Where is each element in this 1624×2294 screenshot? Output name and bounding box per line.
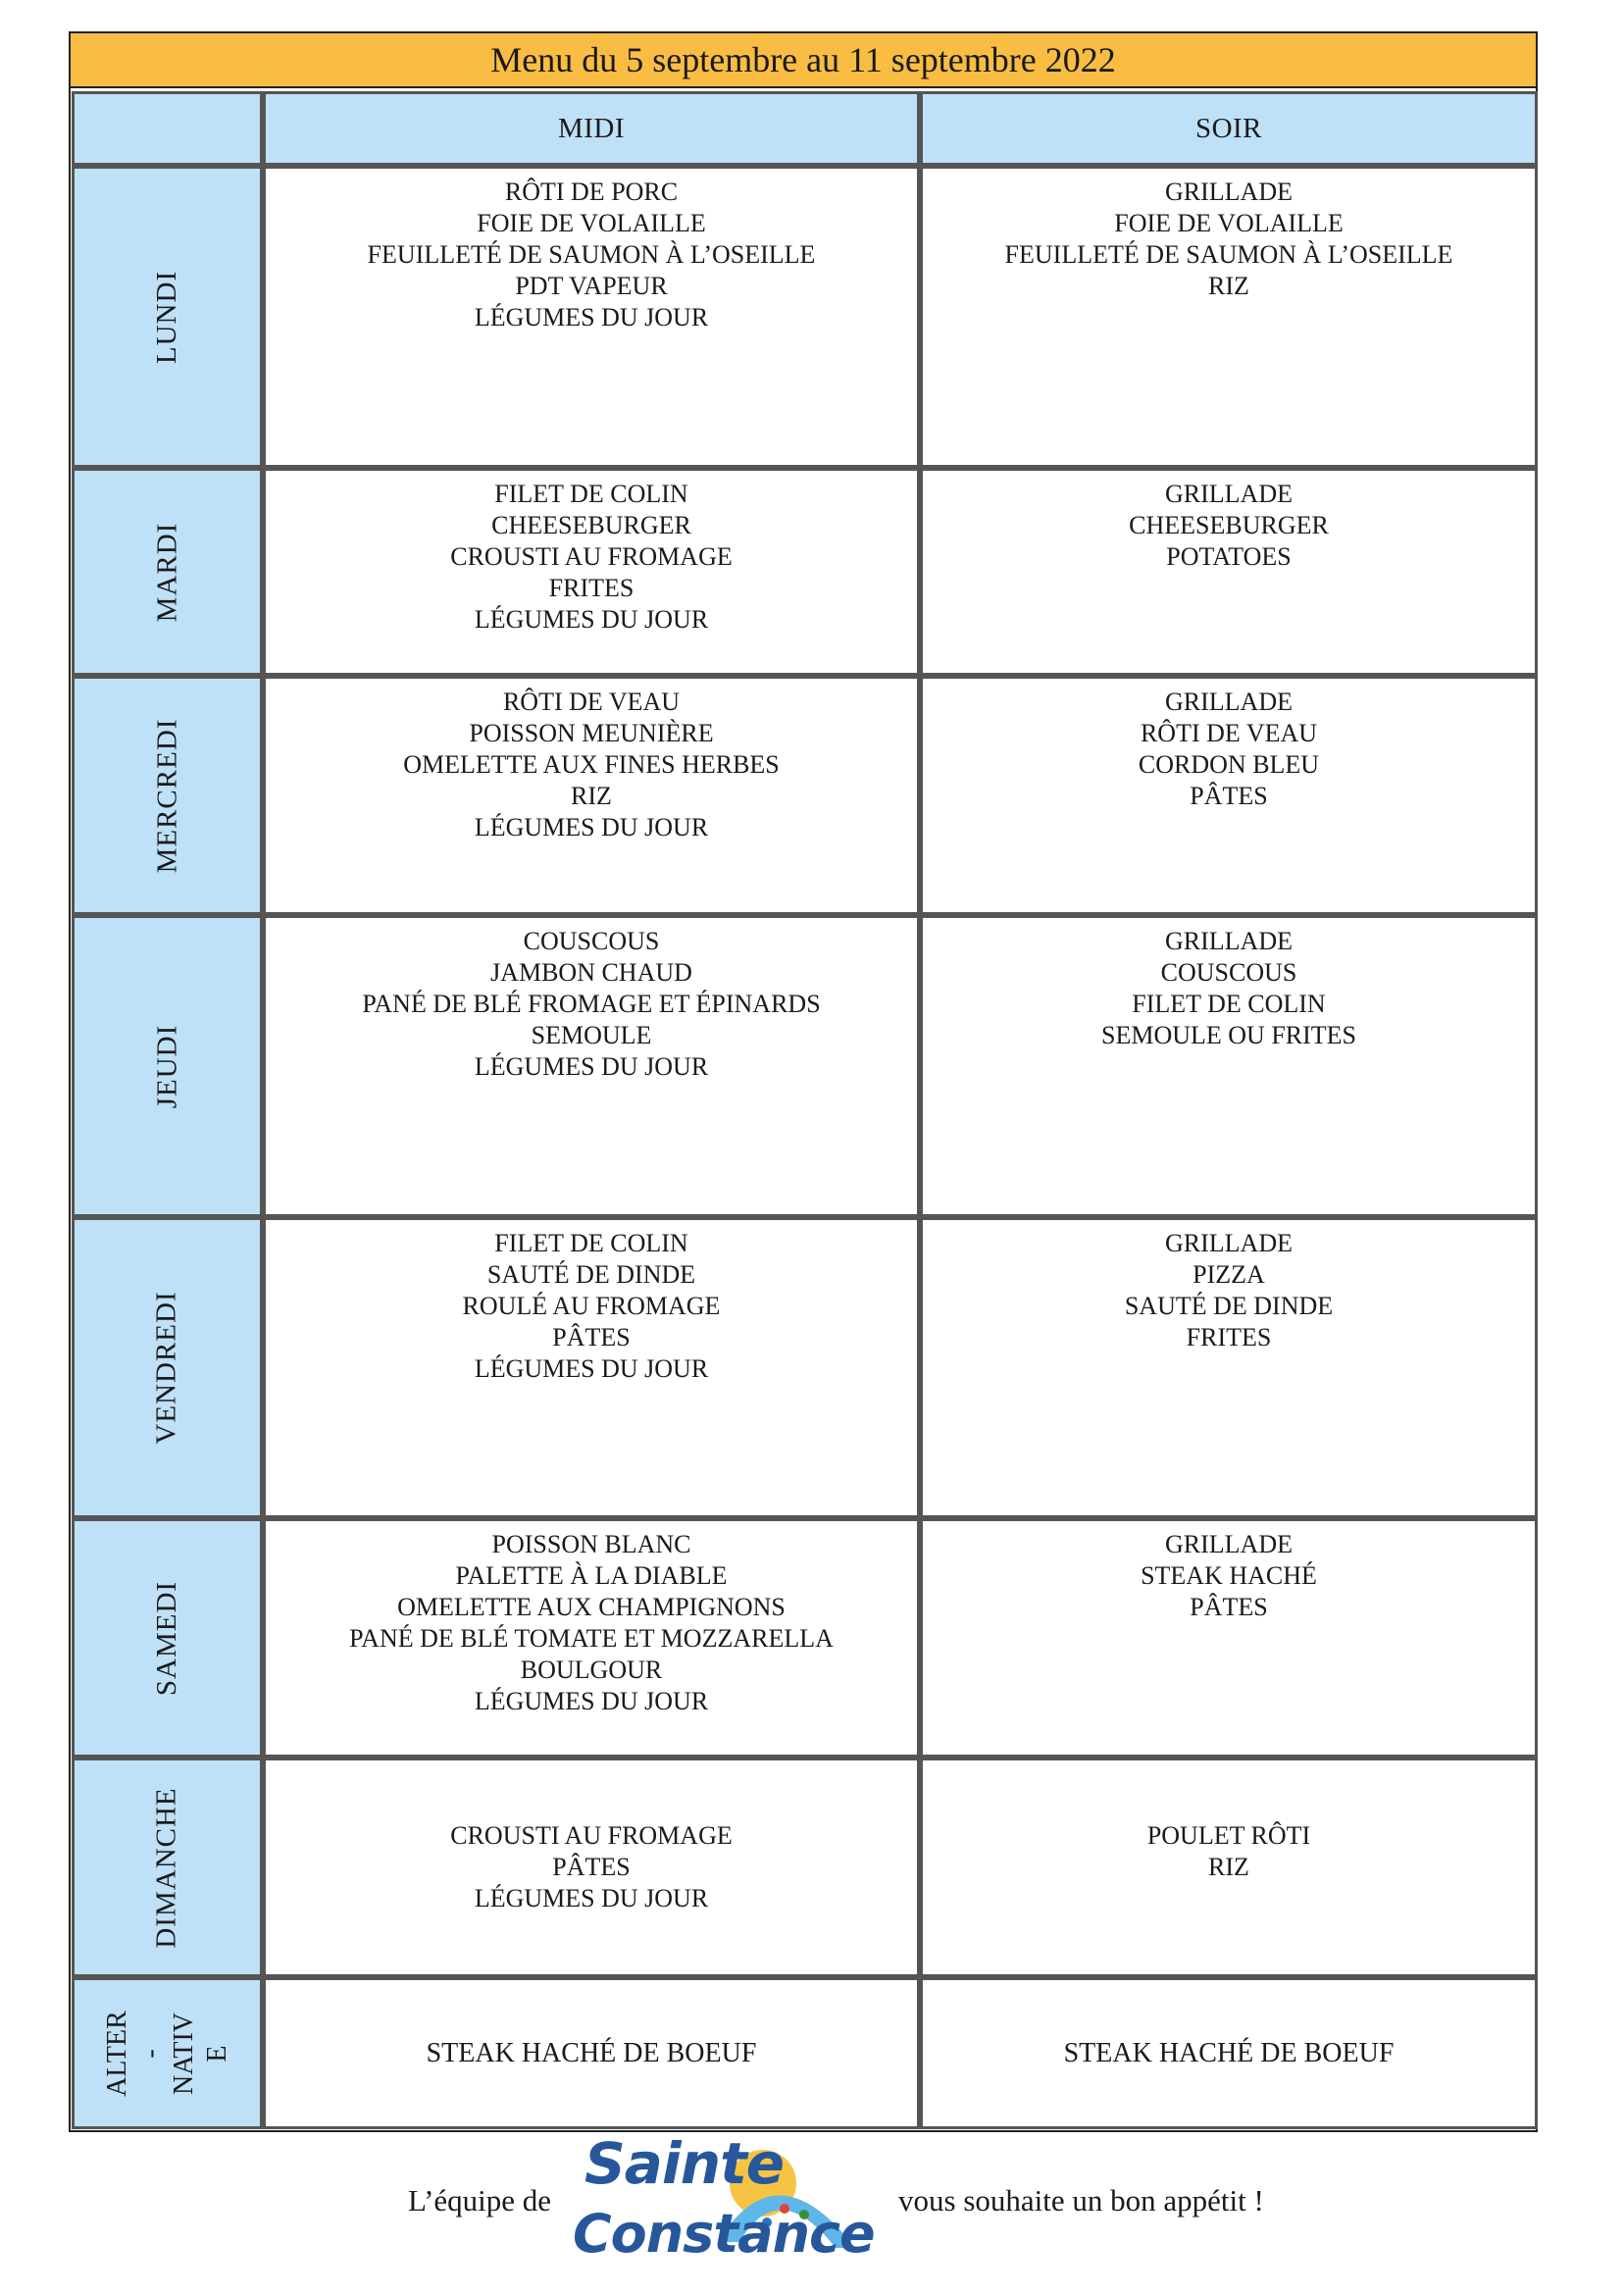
menu-item: PÂTES bbox=[552, 1853, 631, 1881]
midi-cell-lundi bbox=[263, 166, 920, 468]
day-label: JEUDI bbox=[150, 1024, 182, 1108]
menu-item: GRILLADE bbox=[1165, 1530, 1293, 1558]
menu-item: PALETTE À LA DIABLE bbox=[455, 1561, 728, 1590]
menu-item: CHEESEBURGER bbox=[1129, 511, 1329, 539]
menu-item: COUSCOUS bbox=[523, 927, 660, 955]
menu-item: LÉGUMES DU JOUR bbox=[474, 605, 709, 634]
menu-item: GRILLADE bbox=[1165, 178, 1293, 206]
soir-cell-samedi bbox=[920, 1518, 1538, 1758]
menu-item: PÂTES bbox=[1190, 1593, 1268, 1621]
menu-item: PDT VAPEUR bbox=[515, 272, 668, 300]
midi-cell-mardi bbox=[263, 468, 920, 676]
menu-item-group bbox=[1147, 1820, 1310, 1914]
day-label: LUNDI bbox=[150, 270, 182, 364]
menu-item: JAMBON CHAUD bbox=[490, 958, 692, 987]
menu-item: FOIE DE VOLAILLE bbox=[1114, 209, 1344, 237]
menu-item: FILET DE COLIN bbox=[494, 480, 688, 508]
menu-item: RÔTI DE VEAU bbox=[1140, 719, 1318, 747]
midi-cell-dimanche bbox=[263, 1758, 920, 1977]
footer-left-text: L’équipe de bbox=[408, 2183, 552, 2218]
alternative-label-line: NATIV bbox=[168, 2012, 199, 2095]
menu-item: GRILLADE bbox=[1165, 688, 1293, 716]
logo-text-sainte: Sainte bbox=[584, 2130, 785, 2197]
menu-item: LÉGUMES DU JOUR bbox=[474, 1354, 709, 1383]
logo-text-constance: Constance bbox=[573, 2203, 875, 2265]
menu-item: PANÉ DE BLÉ FROMAGE ET ÉPINARDS bbox=[362, 990, 821, 1018]
menu-item: RIZ bbox=[1208, 1853, 1249, 1881]
midi-cell-vendredi bbox=[263, 1217, 920, 1518]
midi-cell-mercredi bbox=[263, 676, 920, 915]
header-soir bbox=[920, 91, 1538, 166]
footer bbox=[0, 2126, 1624, 2293]
menu-item: POISSON MEUNIÈRE bbox=[469, 719, 714, 747]
menu-item: FRITES bbox=[1186, 1323, 1272, 1351]
menu-item: POISSON BLANC bbox=[491, 1530, 691, 1558]
midi-cell-alternative bbox=[263, 1977, 920, 2129]
menu-item: FEUILLETÉ DE SAUMON À L’OSEILLE bbox=[1004, 240, 1453, 269]
menu-item: SAUTÉ DE DINDE bbox=[1124, 1292, 1334, 1320]
day-cell-jeudi bbox=[72, 915, 263, 1217]
menu-item: STEAK HACHÉ DE BOEUF bbox=[426, 2037, 757, 2068]
soir-cell-mercredi bbox=[920, 676, 1538, 915]
menu-item: LÉGUMES DU JOUR bbox=[474, 1687, 709, 1715]
day-label: MARDI bbox=[150, 522, 182, 622]
menu-item: OMELETTE AUX FINES HERBES bbox=[403, 750, 780, 779]
menu-item: BOULGOUR bbox=[520, 1656, 663, 1684]
day-cell-alternative bbox=[72, 1977, 263, 2129]
menu-item: RIZ bbox=[1208, 272, 1249, 300]
menu-item: LÉGUMES DU JOUR bbox=[474, 813, 709, 841]
day-cell-vendredi bbox=[72, 1217, 263, 1518]
menu-item: CROUSTI AU FROMAGE bbox=[450, 1821, 733, 1850]
day-cell-dimanche bbox=[72, 1758, 263, 1977]
midi-cell-jeudi bbox=[263, 915, 920, 1217]
alternative-label-line: ALTER bbox=[101, 2010, 132, 2097]
menu-item: PIZZA bbox=[1193, 1260, 1265, 1289]
menu-item: POTATOES bbox=[1166, 542, 1292, 571]
day-label: VENDREDI bbox=[150, 1291, 182, 1445]
menu-item: RÔTI DE PORC bbox=[504, 178, 679, 206]
midi-cell-samedi bbox=[263, 1518, 920, 1758]
menu-item: FILET DE COLIN bbox=[494, 1229, 688, 1257]
menu-item-group bbox=[450, 1820, 733, 1914]
menu-item: RÔTI DE VEAU bbox=[502, 688, 681, 716]
menu-item: STEAK HACHÉ bbox=[1141, 1561, 1317, 1590]
day-label: DIMANCHE bbox=[151, 1786, 182, 1949]
menu-item: CORDON BLEU bbox=[1138, 750, 1320, 779]
menu-item: FILET DE COLIN bbox=[1132, 990, 1326, 1018]
menu-item: SEMOULE bbox=[531, 1021, 652, 1049]
menu-item: CROUSTI AU FROMAGE bbox=[450, 542, 733, 571]
alternative-label-line: E bbox=[201, 2044, 232, 2063]
alternative-label bbox=[101, 1980, 234, 2127]
menu-item: LÉGUMES DU JOUR bbox=[474, 1052, 709, 1081]
menu-item: FOIE DE VOLAILLE bbox=[477, 209, 706, 237]
menu-item: POULET RÔTI bbox=[1146, 1821, 1311, 1850]
header-midi bbox=[263, 91, 920, 166]
day-cell-samedi bbox=[72, 1518, 263, 1758]
header-soir-label: SOIR bbox=[1194, 112, 1263, 144]
day-cell-lundi bbox=[72, 166, 263, 468]
soir-cell-dimanche bbox=[920, 1758, 1538, 1977]
menu-item: FRITES bbox=[548, 574, 634, 602]
header-midi-label: MIDI bbox=[557, 112, 626, 144]
menu-item: FEUILLETÉ DE SAUMON À L’OSEILLE bbox=[367, 240, 816, 269]
menu-item: LÉGUMES DU JOUR bbox=[474, 303, 709, 331]
soir-cell-alternative bbox=[920, 1977, 1538, 2129]
alternative-label-line: - bbox=[134, 2048, 166, 2059]
menu-item: CHEESEBURGER bbox=[491, 511, 691, 539]
day-cell-mardi bbox=[72, 468, 263, 676]
day-label: SAMEDI bbox=[150, 1580, 182, 1696]
menu-item: RIZ bbox=[571, 782, 612, 810]
day-cell-mercredi bbox=[72, 676, 263, 915]
menu-item: SEMOULE OU FRITES bbox=[1100, 1021, 1356, 1049]
menu-item: STEAK HACHÉ DE BOEUF bbox=[1063, 2037, 1395, 2068]
menu-item: SAUTÉ DE DINDE bbox=[486, 1260, 696, 1289]
menu-title: Menu du 5 septembre au 11 septembre 2022 bbox=[490, 40, 1116, 79]
menu-item: GRILLADE bbox=[1165, 1229, 1293, 1257]
menu-item: LÉGUMES DU JOUR bbox=[474, 1884, 709, 1912]
soir-cell-mardi bbox=[920, 468, 1538, 676]
menu-item: GRILLADE bbox=[1165, 480, 1293, 508]
menu-title-bar bbox=[69, 31, 1538, 88]
menu-item: PÂTES bbox=[552, 1323, 631, 1351]
footer-right-text: vous souhaite un bon appétit ! bbox=[898, 2183, 1264, 2218]
menu-item: OMELETTE AUX CHAMPIGNONS bbox=[397, 1593, 786, 1621]
soir-cell-lundi bbox=[920, 166, 1538, 468]
corner-cell bbox=[72, 91, 263, 166]
menu-item: PANÉ DE BLÉ TOMATE ET MOZZARELLA bbox=[349, 1624, 834, 1653]
soir-cell-jeudi bbox=[920, 915, 1538, 1217]
sainte-constance-logo bbox=[571, 2126, 875, 2273]
soir-cell-vendredi bbox=[920, 1217, 1538, 1518]
menu-item: PÂTES bbox=[1190, 782, 1268, 810]
day-label: MERCREDI bbox=[151, 718, 182, 873]
menu-item: COUSCOUS bbox=[1160, 958, 1297, 987]
menu-item: GRILLADE bbox=[1165, 927, 1293, 955]
menu-item: ROULÉ AU FROMAGE bbox=[462, 1292, 721, 1320]
